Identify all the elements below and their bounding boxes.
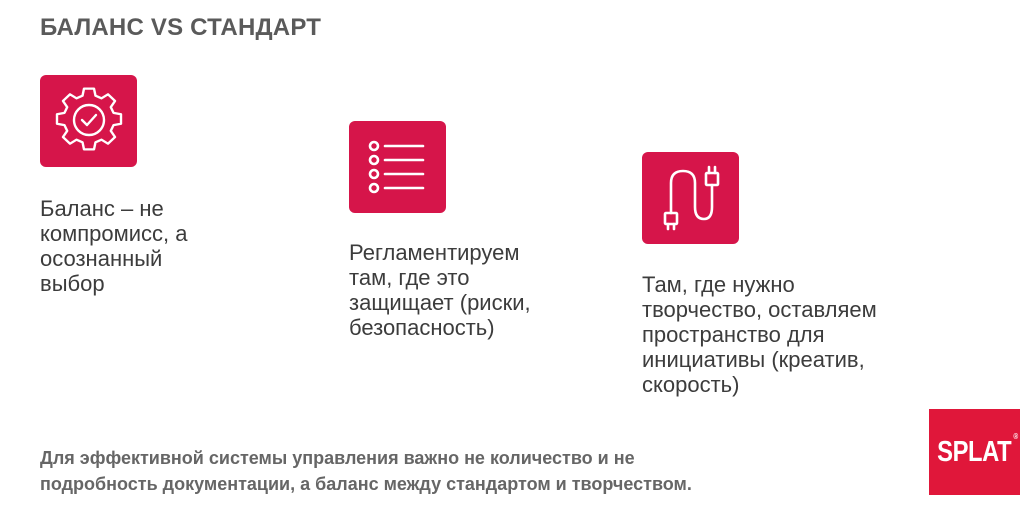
column-2-line: Регламентируем bbox=[349, 240, 520, 265]
cable-plug-icon bbox=[642, 152, 739, 244]
checklist-icon bbox=[349, 121, 446, 213]
column-3-text bbox=[642, 272, 877, 397]
column-2-line: защищает (риски, bbox=[349, 290, 531, 315]
splat-logo bbox=[929, 409, 1020, 495]
column-1-line: Баланс – не bbox=[40, 196, 164, 221]
column-3-line: творчество, оставляем bbox=[642, 297, 877, 322]
footer-line: Для эффективной системы управления важно не количество и не bbox=[40, 448, 635, 468]
column-2-line: безопасность) bbox=[349, 315, 495, 340]
gear-check-icon bbox=[40, 75, 137, 167]
column-2-line: там, где это bbox=[349, 265, 470, 290]
footer-line: подробность документации, а баланс между стандартом и творчеством. bbox=[40, 474, 692, 494]
column-3-line: пространство для bbox=[642, 322, 825, 347]
column-1-line: осознанный bbox=[40, 246, 163, 271]
column-2-text bbox=[349, 240, 531, 340]
slide-title: БАЛАНС VS СТАНДАРТ bbox=[40, 14, 322, 41]
column-3-line: Там, где нужно bbox=[642, 272, 795, 297]
footer-statement bbox=[40, 445, 692, 497]
column-1-line: компромисс, а bbox=[40, 221, 188, 246]
column-1-text bbox=[40, 196, 188, 296]
column-3-line: инициативы (креатив, bbox=[642, 347, 865, 372]
column-1-line: выбор bbox=[40, 271, 105, 296]
column-3-line: скорость) bbox=[642, 372, 740, 397]
registered-mark: ® bbox=[1013, 431, 1019, 441]
logo-text bbox=[937, 431, 1019, 469]
logo-wordmark: SPLAT bbox=[937, 435, 1012, 468]
